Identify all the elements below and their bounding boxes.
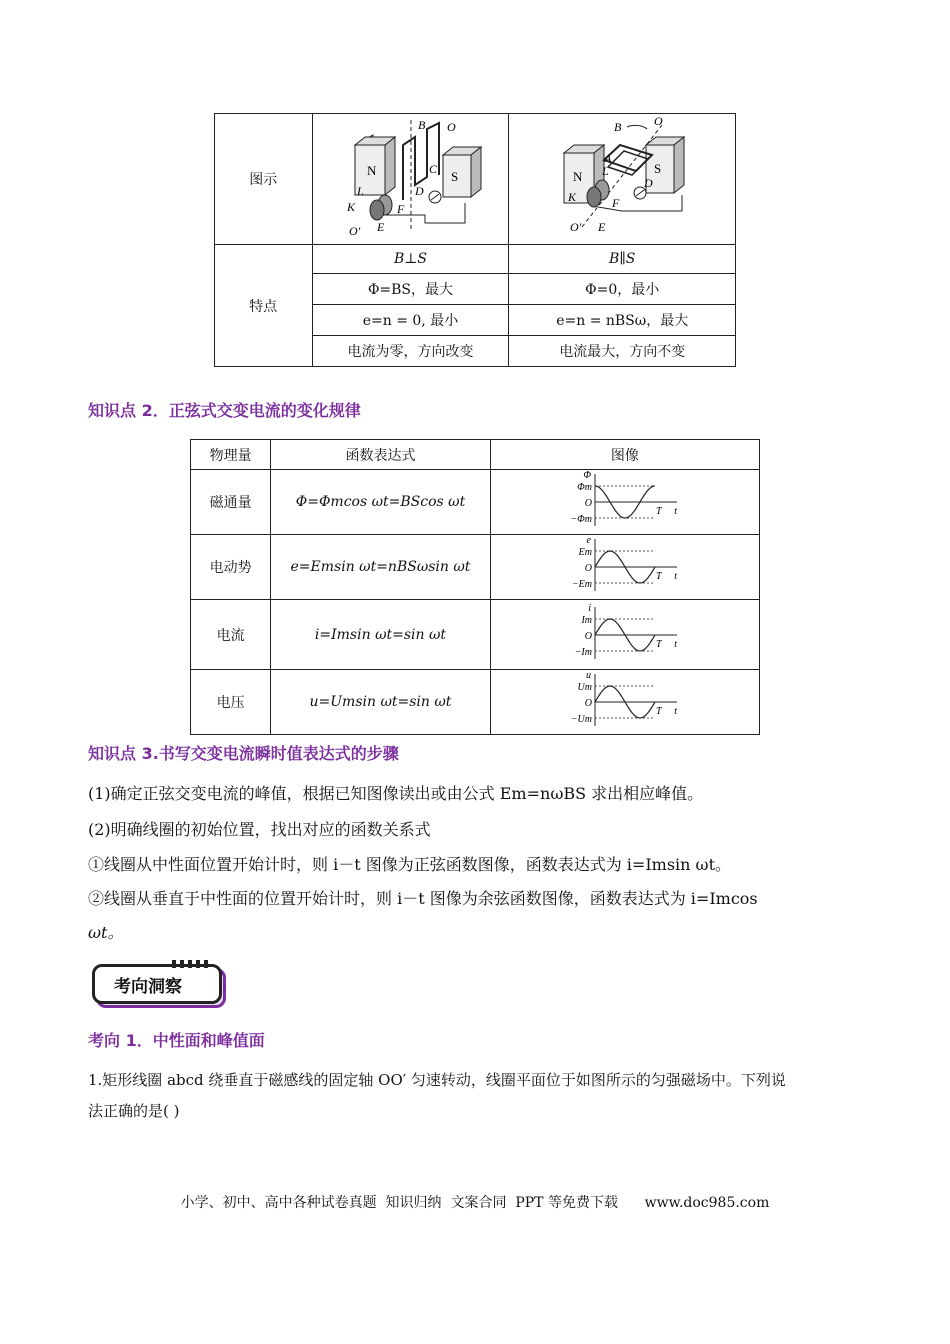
peak-label: Φm bbox=[577, 482, 592, 493]
axis-label: i bbox=[588, 602, 591, 614]
svg-text:A: A bbox=[604, 150, 612, 165]
header-formula: 函数表达式 bbox=[271, 440, 490, 470]
svg-text:L: L bbox=[357, 183, 365, 198]
svg-text:F: F bbox=[612, 195, 620, 210]
time-label: t bbox=[674, 571, 677, 582]
svg-text:C: C bbox=[429, 161, 438, 176]
svg-text:S: S bbox=[451, 168, 459, 184]
svg-text:B: B bbox=[614, 119, 622, 134]
svg-text:O: O bbox=[447, 119, 457, 134]
peak-label: Um bbox=[577, 682, 592, 693]
svg-text:N: N bbox=[573, 168, 583, 184]
graph-cell bbox=[490, 535, 759, 600]
axis-label: u bbox=[585, 670, 591, 681]
period-label: T bbox=[655, 571, 662, 582]
axis-label: Φ bbox=[583, 470, 591, 481]
formula-cell: u=Umsin ωt=sin ωt bbox=[271, 670, 490, 735]
svg-text:O: O bbox=[654, 114, 663, 128]
section2-heading: 知识点 2．正弦式交变电流的变化规律 bbox=[88, 401, 361, 420]
generator-diagram-peak bbox=[509, 114, 736, 245]
flux-neutral: Φ=BS，最大 bbox=[312, 274, 509, 305]
svg-text:N: N bbox=[367, 162, 377, 178]
flux-peak: Φ=0，最小 bbox=[509, 274, 736, 305]
svg-text:S: S bbox=[654, 160, 662, 176]
question-1-line1: 1.矩形线圈 abcd 绕垂直于磁感线的固定轴 OO′ 匀速转动，线圈平面位于如图所示的匀强磁场中。下列说 bbox=[88, 1071, 786, 1089]
time-label: t bbox=[674, 638, 677, 650]
page-footer: 小学、初中、高中各种试卷真题 知识归纳 文案合同 PPT 等免费下载 www.doc985.com bbox=[180, 1195, 770, 1211]
table-row bbox=[191, 600, 760, 670]
table-row bbox=[191, 670, 760, 735]
quantity-cell: 磁通量 bbox=[191, 470, 271, 535]
formula-cell: Φ=Φmcos ωt=BScos ωt bbox=[271, 470, 490, 535]
svg-text:D: D bbox=[644, 175, 653, 190]
formula-cell: e=Emsin ωt=nBSωsin ωt bbox=[271, 535, 490, 600]
generator-diagram-neutral bbox=[312, 114, 509, 245]
emf-peak: e=n = nBSω，最大 bbox=[509, 305, 736, 336]
header-graph: 图像 bbox=[490, 440, 759, 470]
badge-label: 考向洞察 bbox=[114, 977, 182, 997]
current-peak: 电流最大，方向不变 bbox=[509, 336, 736, 367]
quantity-cell: 电压 bbox=[191, 670, 271, 735]
emf-neutral: e=n = 0, 最小 bbox=[312, 305, 509, 336]
svg-text:L: L bbox=[602, 163, 609, 178]
period-label: T bbox=[655, 638, 662, 650]
time-label: t bbox=[674, 506, 677, 517]
period-label: T bbox=[655, 706, 662, 717]
graph-cell bbox=[490, 600, 759, 670]
svg-text:O′: O′ bbox=[570, 219, 582, 234]
peak-label: Im bbox=[581, 614, 592, 626]
sinusoidal-law-table bbox=[190, 439, 760, 735]
svg-text:E: E bbox=[598, 219, 606, 234]
exam-direction-badge bbox=[92, 962, 226, 1008]
graph-cell bbox=[490, 470, 759, 535]
badge-dots-icon bbox=[172, 960, 212, 968]
peak-label: Em bbox=[578, 547, 592, 558]
origin-label: O bbox=[584, 698, 592, 709]
generator-comparison-table bbox=[214, 113, 736, 367]
origin-label: O bbox=[584, 563, 592, 574]
origin-label: O bbox=[584, 498, 592, 509]
axis-label: e bbox=[586, 535, 591, 546]
relation-peak: B∥S bbox=[509, 245, 736, 274]
relation-neutral: B⊥S bbox=[312, 245, 509, 274]
trough-label: −Um bbox=[570, 714, 592, 725]
quantity-cell: 电流 bbox=[191, 600, 271, 670]
time-label: t bbox=[674, 706, 677, 717]
current-neutral: 电流为零，方向改变 bbox=[312, 336, 509, 367]
formula-cell: i=Imsin ωt=sin ωt bbox=[271, 600, 490, 670]
svg-text:E: E bbox=[377, 219, 385, 234]
svg-text:B: B bbox=[418, 117, 426, 132]
svg-text:K: K bbox=[347, 199, 356, 214]
row-label-diagram: 图示 bbox=[215, 114, 313, 245]
origin-label: O bbox=[584, 630, 592, 642]
quantity-cell: 电动势 bbox=[191, 535, 271, 600]
step-2: (2)明确线圈的初始位置，找出对应的函数关系式 bbox=[88, 820, 431, 839]
step-2b: ②线圈从垂直于中性面的位置开始计时，则 i－t 图像为余弦函数图像，函数表达式为 i=Imcos bbox=[88, 889, 758, 908]
svg-text:K: K bbox=[568, 189, 577, 204]
question-1-line2: 法正确的是( ) bbox=[88, 1102, 180, 1120]
header-quantity: 物理量 bbox=[191, 440, 271, 470]
section4-heading: 考向 1．中性面和峰值面 bbox=[88, 1031, 265, 1050]
svg-text:F: F bbox=[397, 201, 405, 216]
svg-text:O′: O′ bbox=[349, 223, 361, 238]
svg-text:D: D bbox=[415, 183, 425, 198]
step-2a: ①线圈从中性面位置开始计时，则 i－t 图像为正弦函数图像，函数表达式为 i=Imsin ωt。 bbox=[88, 855, 732, 874]
table-row bbox=[191, 535, 760, 600]
step-2b-cont: ωt。 bbox=[88, 923, 124, 942]
section3-heading: 知识点 3.书写交变电流瞬时值表达式的步骤 bbox=[88, 744, 399, 763]
row-label-features: 特点 bbox=[215, 245, 313, 367]
period-label: T bbox=[655, 506, 662, 517]
trough-label: −Im bbox=[574, 646, 592, 658]
table-row bbox=[191, 470, 760, 535]
trough-label: −Em bbox=[571, 579, 592, 590]
graph-cell bbox=[490, 670, 759, 735]
trough-label: −Φm bbox=[570, 514, 592, 525]
step-1: (1)确定正弦交变电流的峰值，根据已知图像读出或由公式 Em=nωBS 求出相应峰值。 bbox=[88, 784, 704, 803]
